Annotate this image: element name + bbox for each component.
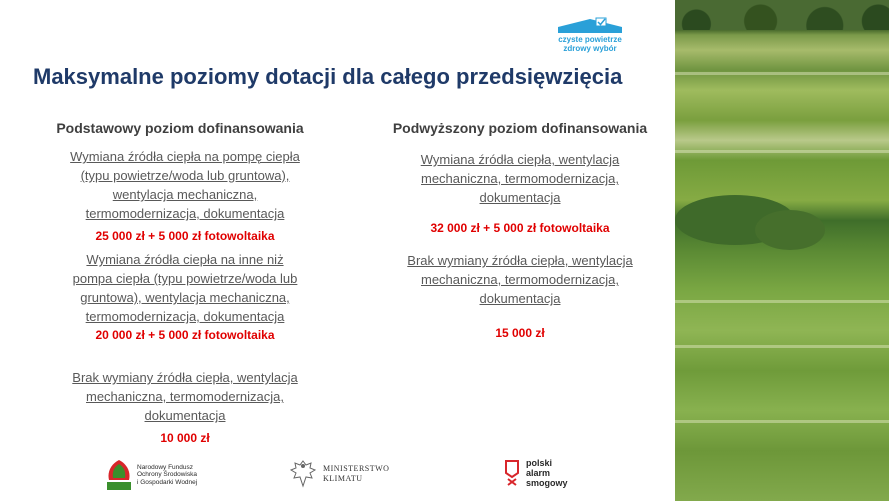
increased-item-1-amount: 32 000 zł + 5 000 zł fotowoltaika [430,221,610,235]
basic-item-3 [65,368,305,445]
brand-line-2: zdrowy wybór [563,44,617,53]
landscape-photo [675,0,889,501]
basic-item-2-desc: Wymiana źródła ciepła na inne niż pompa ciepła (typu powietrze/woda lub gruntowa), wentylacja mechaniczna, termomodernizacja, dokumentacja [72,252,298,324]
ministerstwo-klimatu-text: MINISTERSTWO KLIMATU [323,464,390,483]
tree-line [675,0,889,30]
nfosigw-tree-logo [105,458,133,492]
page-title: Maksymalne poziomy dotacji dla całego przedsięwzięcia [33,64,623,89]
increased-item-1 [400,150,640,235]
basic-item-1-amount: 25 000 zł + 5 000 zł fotowoltaika [95,229,275,243]
basic-item-1-desc: Wymiana źródła ciepła na pompę ciepła (typu powietrze/woda lub gruntowa), wentylacja mechaniczna, termomodernizacja, dokumentacja [70,149,300,221]
basic-item-1 [65,147,305,243]
ministerstwo-klimatu-logo [289,458,389,490]
basic-item-3-amount: 10 000 zł [160,431,210,445]
brand-line-1: czyste powietrze [558,35,622,44]
brand-text [556,35,624,53]
increased-level-column [380,120,660,144]
increased-item-2 [400,251,640,340]
pas-logo-icon [504,459,520,487]
increased-level-heading: Podwyższony poziom dofinansowania [392,120,648,136]
eagle-emblem-icon [289,458,317,490]
nfosigw-logo [105,458,197,492]
house-check-icon [556,17,624,35]
nfosigw-text: Narodowy Fundusz Ochrony Środowiska i Gospodarki Wodnej [137,463,198,486]
increased-item-1-desc: Wymiana źródła ciepła, wentylacja mechaniczna, termomodernizacja, dokumentacja [420,152,620,205]
basic-item-2-amount: 20 000 zł + 5 000 zł fotowoltaika [95,328,275,342]
czyste-powietrze-logo [556,17,624,61]
basic-level-heading: Podstawowy poziom dofinansowania [56,120,304,136]
basic-item-2 [65,250,305,342]
polski-alarm-smogowy-logo [504,458,568,488]
pas-text: polski alarm smogowy [526,458,568,488]
basic-level-column [45,120,315,144]
increased-item-2-desc: Brak wymiany źródła ciepła, wentylacja mechaniczna, termomodernizacja, dokumentacja [407,253,633,306]
basic-item-3-desc: Brak wymiany źródła ciepła, wentylacja mechaniczna, termomodernizacja, dokumentacja [72,370,298,423]
increased-item-2-amount: 15 000 zł [495,326,545,340]
